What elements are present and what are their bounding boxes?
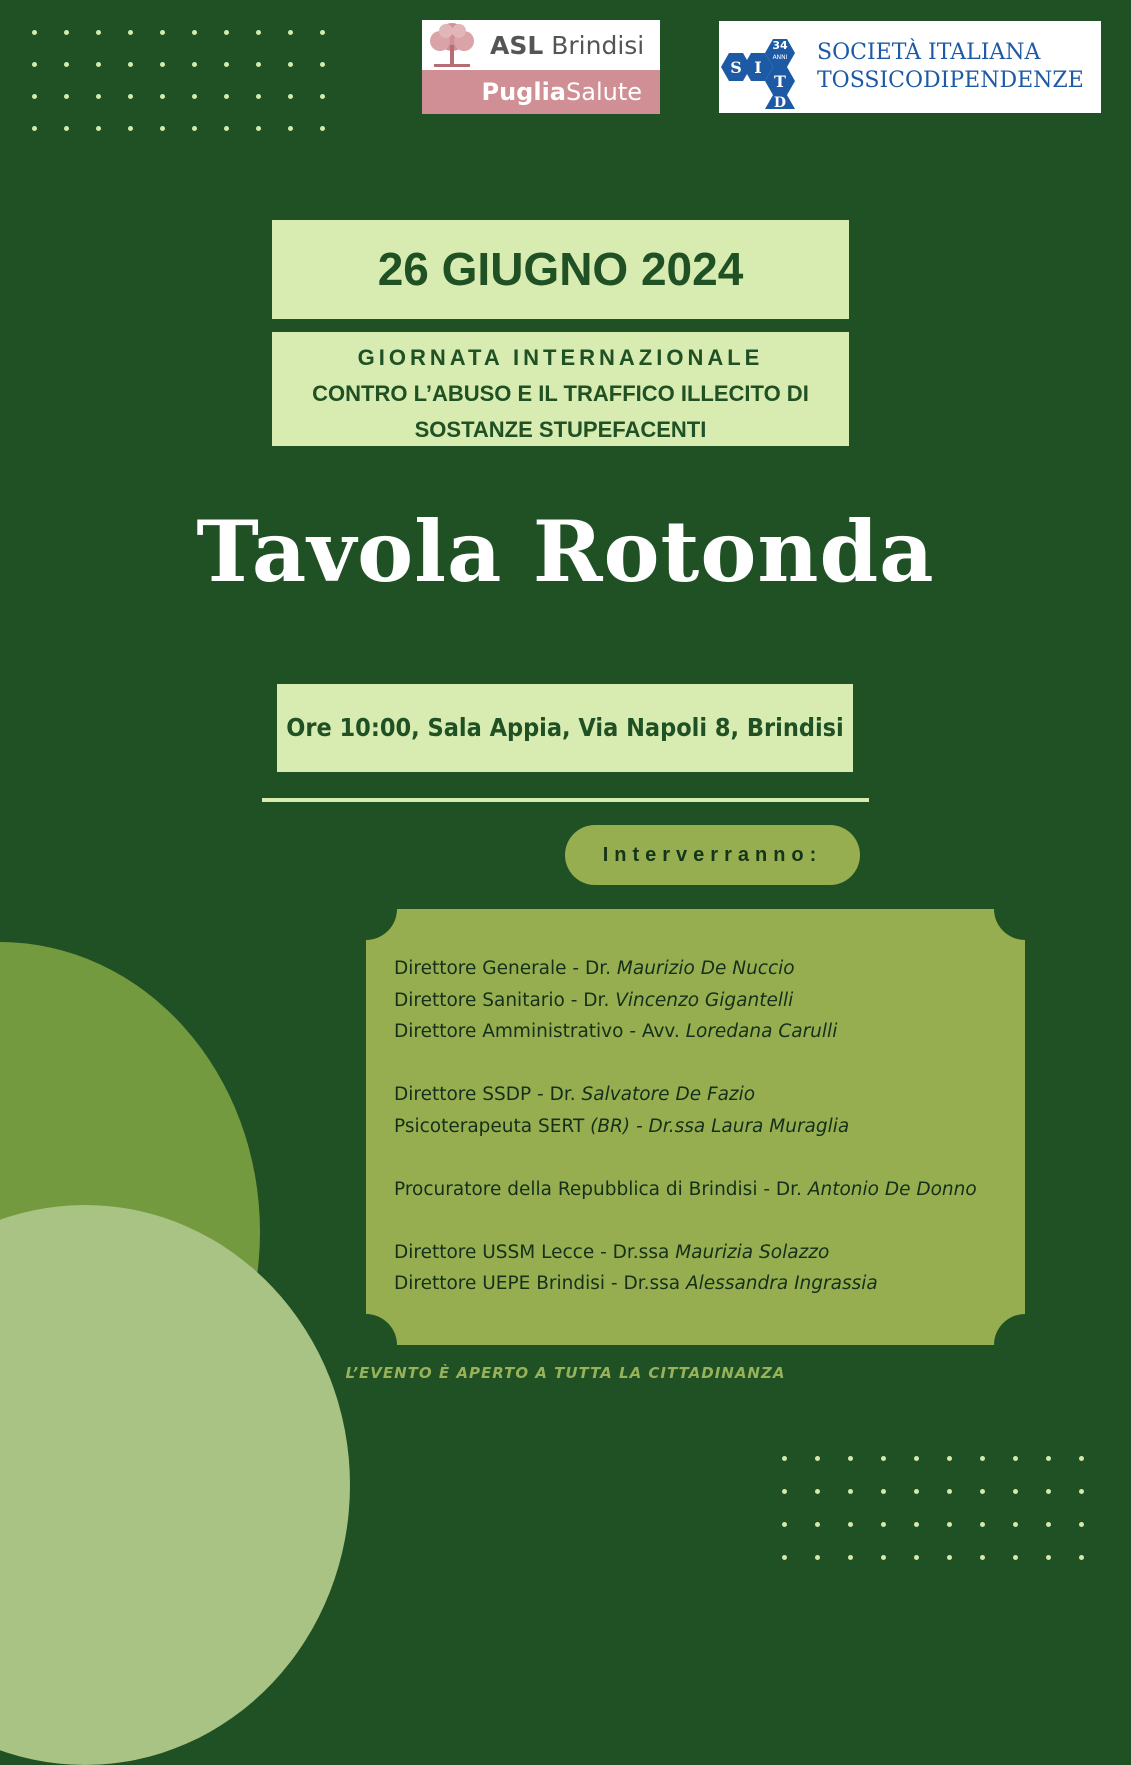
dot <box>128 126 133 131</box>
dot-pattern-top-left <box>24 22 344 150</box>
dot <box>782 1456 787 1461</box>
dot <box>914 1555 919 1560</box>
dot <box>947 1555 952 1560</box>
dot <box>192 30 197 35</box>
dot <box>782 1555 787 1560</box>
speaker-name: Antonio De Donno <box>807 1178 977 1200</box>
occasion-line2: CONTRO L’ABUSO E IL TRAFFICO ILLECITO DI <box>312 381 809 406</box>
speaker-item <box>394 985 1014 1017</box>
dot <box>160 62 165 67</box>
dot <box>1079 1456 1084 1461</box>
sitd-logo <box>719 21 1101 113</box>
dot <box>815 1555 820 1560</box>
speaker-role: Direttore SSDP - Dr. <box>394 1084 582 1105</box>
dot <box>980 1456 985 1461</box>
dot <box>947 1489 952 1494</box>
dot <box>782 1522 787 1527</box>
dot <box>1013 1456 1018 1461</box>
dot <box>192 126 197 131</box>
sitd-letter-d: D <box>773 95 787 111</box>
dot <box>160 94 165 99</box>
dot <box>288 62 293 67</box>
dot <box>980 1522 985 1527</box>
dot <box>947 1456 952 1461</box>
page-title: Tavola Rotonda <box>196 502 935 601</box>
sitd-name-line1: SOCIETÀ ITALIANA <box>817 40 1041 65</box>
divider <box>262 798 869 802</box>
dot <box>96 94 101 99</box>
speaker-name: Salvatore De Fazio <box>581 1084 756 1105</box>
dot <box>160 30 165 35</box>
dot <box>192 94 197 99</box>
dot <box>256 62 261 67</box>
event-location: Ore 10:00, Sala Appia, Via Napoli 8, Brindisi <box>277 684 853 772</box>
asl-subtitle <box>481 78 642 106</box>
decorative-circle <box>0 1205 350 1765</box>
dot <box>1013 1489 1018 1494</box>
dot <box>320 30 325 35</box>
speaker-item <box>394 1174 1014 1206</box>
dot <box>224 94 229 99</box>
dot <box>256 30 261 35</box>
speaker-name: (BR) - Dr.ssa Laura Muraglia <box>590 1115 850 1137</box>
dot <box>320 94 325 99</box>
sitd-name-line2: TOSSICODIPENDENZE <box>817 68 1084 93</box>
dot <box>848 1456 853 1461</box>
asl-name-city: Brindisi <box>551 30 645 60</box>
dot <box>1046 1555 1051 1560</box>
asl-name <box>490 31 644 60</box>
speaker-name: Loredana Carulli <box>685 1021 838 1042</box>
dot <box>256 94 261 99</box>
speaker-role: Psicoterapeuta SERT <box>394 1115 591 1137</box>
occasion-line1: GIORNATA INTERNAZIONALE <box>357 345 764 370</box>
dot <box>64 126 69 131</box>
dot <box>881 1555 886 1560</box>
footer-note: L’EVENTO È APERTO A TUTTA LA CITTADINANZA <box>345 1364 786 1382</box>
sitd-letter-s: S <box>730 58 742 77</box>
dot <box>1013 1522 1018 1527</box>
dot <box>1079 1555 1084 1560</box>
dot <box>914 1456 919 1461</box>
dot <box>128 62 133 67</box>
dot <box>914 1522 919 1527</box>
speaker-role: Procuratore della Repubblica di Brindisi - Dr. <box>394 1178 808 1200</box>
speaker-name: Maurizio De Nuccio <box>616 958 795 979</box>
asl-sub-rest: Salute <box>566 78 642 106</box>
dot <box>64 94 69 99</box>
dot <box>980 1489 985 1494</box>
tree-icon <box>424 21 480 69</box>
dot <box>96 126 101 131</box>
asl-name-bold: ASL <box>490 30 544 60</box>
dot <box>32 30 37 35</box>
dot <box>32 62 37 67</box>
speaker-item <box>394 1268 1014 1300</box>
dot <box>224 30 229 35</box>
dot <box>32 94 37 99</box>
occasion-box <box>272 332 849 446</box>
dot <box>128 94 133 99</box>
dot <box>256 126 261 131</box>
dot <box>224 62 229 67</box>
dot <box>1079 1522 1084 1527</box>
dot <box>160 126 165 131</box>
dot <box>288 30 293 35</box>
dot <box>128 30 133 35</box>
dot <box>192 62 197 67</box>
speaker-name: Vincenzo Gigantelli <box>615 989 794 1011</box>
dot <box>1013 1555 1018 1560</box>
dot <box>320 62 325 67</box>
dot <box>1046 1522 1051 1527</box>
sitd-letter-t: T <box>774 72 786 91</box>
dot <box>848 1555 853 1560</box>
dot <box>815 1522 820 1527</box>
dot <box>96 30 101 35</box>
speaker-role: Direttore UEPE Brindisi - Dr.ssa <box>394 1273 686 1294</box>
asl-sub-bold: Puglia <box>481 78 566 106</box>
occasion-line3: SOSTANZE STUPEFACENTI <box>414 417 707 442</box>
sitd-letter-i: I <box>754 58 762 77</box>
dot <box>288 126 293 131</box>
speakers-label: Interverranno: <box>565 825 860 885</box>
sitd-name <box>817 39 1084 95</box>
sitd-mark-icon <box>719 23 811 111</box>
event-date: 26 GIUGNO 2024 <box>272 220 849 319</box>
speaker-role: Direttore Generale - Dr. <box>394 958 617 979</box>
dot <box>64 62 69 67</box>
speaker-role: Direttore Sanitario - Dr. <box>394 989 616 1011</box>
dot <box>782 1489 787 1494</box>
speaker-name: Alessandra Ingrassia <box>686 1273 878 1294</box>
dot <box>848 1489 853 1494</box>
asl-brindisi-logo <box>422 20 660 114</box>
dot <box>32 126 37 131</box>
dot <box>881 1456 886 1461</box>
dot <box>320 126 325 131</box>
dot <box>64 30 69 35</box>
speaker-item <box>394 1111 1014 1143</box>
dot <box>224 126 229 131</box>
speaker-item <box>394 1237 1014 1269</box>
speakers-list <box>394 953 1014 1300</box>
speakers-panel <box>366 909 1025 1345</box>
speaker-role: Direttore Amministrativo - Avv. <box>394 1021 686 1042</box>
dot-pattern-bottom-right <box>774 1448 1104 1580</box>
dot <box>848 1522 853 1527</box>
speaker-item <box>394 1016 1014 1048</box>
dot <box>1046 1456 1051 1461</box>
speaker-item <box>394 1079 1014 1111</box>
dot <box>980 1555 985 1560</box>
dot <box>815 1489 820 1494</box>
dot <box>947 1522 952 1527</box>
sitd-badge-number: 34 <box>772 39 788 52</box>
dot <box>1046 1489 1051 1494</box>
speaker-name: Maurizia Solazzo <box>675 1241 830 1263</box>
dot <box>288 94 293 99</box>
speaker-role: Direttore USSM Lecce - Dr.ssa <box>394 1241 676 1263</box>
dot <box>881 1489 886 1494</box>
sitd-badge-label: ANNI <box>772 54 788 61</box>
dot <box>96 62 101 67</box>
dot <box>914 1489 919 1494</box>
dot <box>881 1522 886 1527</box>
dot <box>815 1456 820 1461</box>
speaker-item <box>394 953 1014 985</box>
dot <box>1079 1489 1084 1494</box>
